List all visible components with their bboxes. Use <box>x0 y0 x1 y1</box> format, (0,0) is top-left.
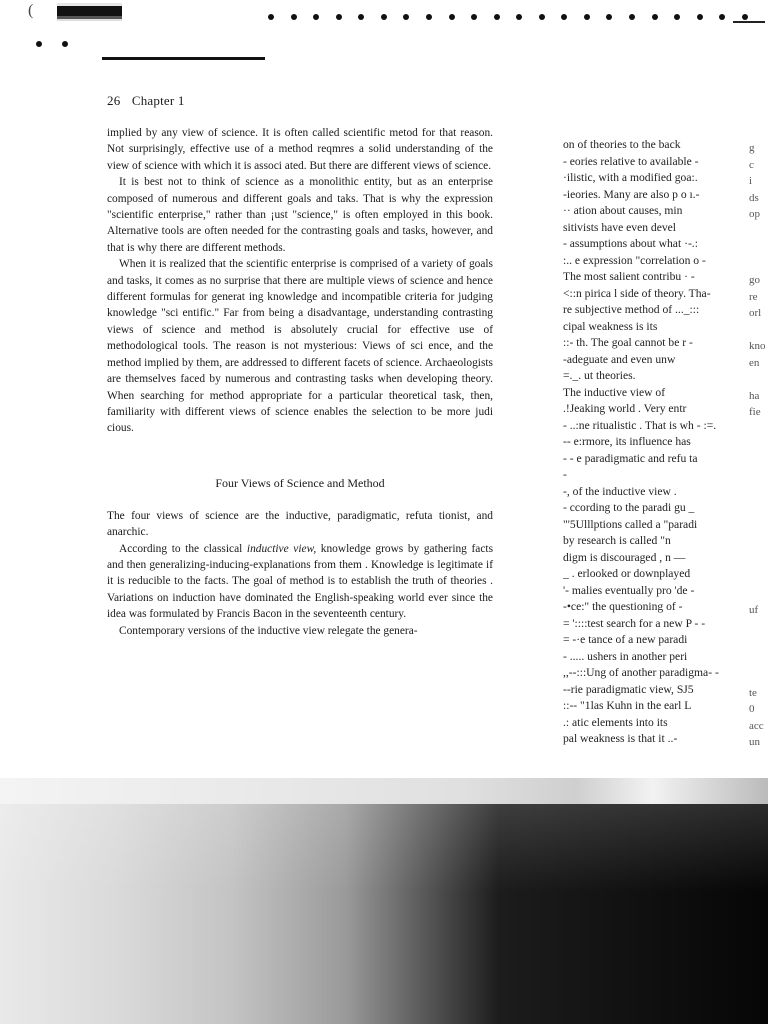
edge-fragment <box>749 668 768 685</box>
right-column-line: - eories relative to available - <box>563 154 699 168</box>
edge-fragment: ds <box>749 191 759 204</box>
black-tab-mark <box>57 3 122 21</box>
edge-fragment <box>749 454 768 471</box>
paragraph-2: It is best not to think of science as a monolithic entity, but as an enterprise composed of numerous and different goals and taks. That is why the expression "scientific enterprise," rather than ¡ust "science," is often employed in this book. Alternative tools are often needed for the contrasting goals and tasks, however, and that is why there are different methods. <box>107 176 493 254</box>
edge-fragment <box>749 371 768 388</box>
edge-fragment <box>749 569 768 586</box>
edge-fragment <box>749 421 768 438</box>
right-column-line: - ccording to the paradi gu _ <box>563 501 695 514</box>
right-column-line: = '::::test search for a new P - - <box>563 616 706 630</box>
right-column-line: digm is discouraged , n — <box>563 550 686 564</box>
edge-fragment: c <box>749 158 754 171</box>
edge-fragment: fie <box>749 406 761 418</box>
scanner-shadow-band <box>0 778 768 1024</box>
edge-fragment <box>749 536 768 553</box>
edge-fragment <box>749 256 768 273</box>
page-number: 26 <box>107 93 121 108</box>
right-column-line: _ . erlooked or downplayed <box>563 567 691 580</box>
edge-fragment: te <box>749 686 757 699</box>
right-column-line: cipal weakness is its <box>563 319 658 333</box>
right-column-line: on of theories to the back <box>563 138 681 151</box>
edge-fragment: acc <box>749 719 764 732</box>
right-column-line: -- e:rmore, its influence has <box>563 435 691 448</box>
right-column-line: ·ilistic, with a modified goa:. <box>563 171 698 184</box>
right-column-line: The inductive view of <box>563 385 666 399</box>
dot-pair-ornament <box>36 41 68 47</box>
right-column-line: '- malies eventually pro 'de - <box>563 583 695 597</box>
chapter-label: Chapter 1 <box>131 93 185 108</box>
paragraph-1: implied by any view of science. It is often called scientific metod for that reason. Not surprisingly, effective use of a method reqmres a solid understanding of the view of science with which it is associ ated. But there are different views of science. <box>107 127 493 172</box>
edge-fragment: en <box>749 356 760 369</box>
edge-fragment <box>749 487 768 504</box>
edge-fragment <box>749 586 768 603</box>
right-column-line: re subjective method of ..._::: <box>563 303 700 316</box>
section-heading: Four Views of Science and Method <box>215 475 385 490</box>
right-column-line: --rie paradigmatic view, SJ5 <box>563 682 694 696</box>
paragraph-4: The four views of science are the inductive, paradigmatic, refuta tionist, and anarchic. <box>107 509 493 539</box>
paragraph-6: Contemporary versions of the inductive view relegate the genera- <box>119 624 418 637</box>
paragraph-5-emphasis: inductive view, <box>246 542 317 555</box>
right-column-line: -adeguate and even unw <box>563 352 676 366</box>
right-column-line: ::- th. The goal cannot be r - <box>563 336 693 349</box>
right-column-line: - ..:ne ritualistic . That is wh - :=. <box>563 418 717 432</box>
right-column-line: -•ce:" the questioning of - <box>563 600 683 613</box>
header-rule <box>102 57 265 60</box>
edge-fragment <box>749 553 768 570</box>
edge-fragment: un <box>749 736 760 748</box>
right-column-line: .!Jeaking world . Very entr <box>563 402 687 415</box>
right-column-line: .: atic elements into its <box>563 715 668 729</box>
right-column-line: ,,--:::Ung of another paradigma- - <box>563 666 719 679</box>
edge-fragment: uf <box>749 604 759 616</box>
paragraph-5-end: knowledge grows by gathering facts and then generalizing-inducing-explanations from them . Knowledge is legitimate if it is reducible to the facts. The goal of method is to establish the truth of theories . Variations on induction have dominated the English-speaking world ever since the idea was formulated by Francis Bacon in the seventeenth century. <box>107 542 493 621</box>
edge-fragment <box>749 635 768 652</box>
edge-fragment: re <box>749 290 758 303</box>
edge-fragment <box>749 322 768 339</box>
dot-row-ornament <box>268 10 748 24</box>
edge-fragment <box>749 223 768 240</box>
right-column-line: <::n pirica l side of theory. Tha- <box>563 286 711 300</box>
running-head <box>107 93 185 109</box>
right-column-line: by research is called "n <box>563 534 671 547</box>
scan-glare <box>0 804 768 1024</box>
right-column-line: The most salient contribu · - <box>563 270 695 283</box>
edge-fragment <box>749 619 768 636</box>
edge-fragment: 0 <box>749 703 755 715</box>
right-column-line: - <box>563 468 567 481</box>
page-edge-fragments <box>749 140 768 751</box>
corner-dash <box>733 21 765 23</box>
right-column-line: sitivists have even devel <box>563 220 677 234</box>
right-column-line: pal weakness is that it ..- <box>563 732 678 745</box>
edge-fragment <box>749 239 768 256</box>
right-column-line: :.. e expression "correlation o - <box>563 253 706 267</box>
paragraph-5-start: According to the classical <box>119 542 247 555</box>
edge-fragment: g <box>749 142 755 154</box>
edge-fragment: orl <box>749 307 762 319</box>
edge-fragment: go <box>749 274 760 286</box>
edge-fragment: i <box>749 175 753 187</box>
right-column-line: - assumptions about what ·-.: <box>563 237 698 250</box>
right-column-line: - - e paradigmatic and refu ta <box>563 451 698 465</box>
right-column-line: -ieories. Many are also p o ı.- <box>563 187 700 201</box>
paragraph-5 <box>107 541 493 623</box>
edge-fragment: op <box>749 208 760 220</box>
right-column-line: -, of the inductive view . <box>563 484 677 498</box>
right-column-line: "'5Ulllptions called a "paradi <box>563 517 698 531</box>
margin-paren-mark: ( <box>28 2 34 19</box>
right-column-line: ::-- "1las Kuhn in the earl L <box>563 699 692 712</box>
left-column <box>107 125 493 639</box>
edge-fragment <box>749 520 768 537</box>
right-column-fragments <box>563 137 763 748</box>
right-column-line: - ..... ushers in another peri <box>563 649 688 663</box>
paragraph-3: When it is realized that the scientific enterprise is comprised of a variety of goals and tasks, it comes as no surprise that there are multiple views of science and hence different formulas for generat ing knowledge and incompatible criteria for judging knowledge "sci entific." Far from being a disadvantage, understanding contrasting views of science and method is absolutely crucial for effective use of methodological tools. The reason is not mysterious: Views of sci ence, and the method implied by them, are addressed to different facets of science. Archaeologists are themselves faced by numerous and contrasting tasks when developing theory. When searching for method appropriate for a particular theoretical task, then, familiarity with different views of science enables the selection to be more judi cious. <box>107 258 493 435</box>
right-column-line: ·· ation about causes, min <box>563 204 683 217</box>
right-column-line: = -·e tance of a new paradi <box>563 633 688 646</box>
edge-fragment <box>749 470 768 487</box>
edge-fragment: ha <box>749 389 760 402</box>
edge-fragment <box>749 437 768 454</box>
page-bottom-edge <box>0 778 768 804</box>
edge-fragment <box>749 503 768 520</box>
right-column-line: =._. ut theories. <box>563 369 636 382</box>
edge-fragment <box>749 652 768 669</box>
edge-fragment: kno <box>749 340 766 352</box>
